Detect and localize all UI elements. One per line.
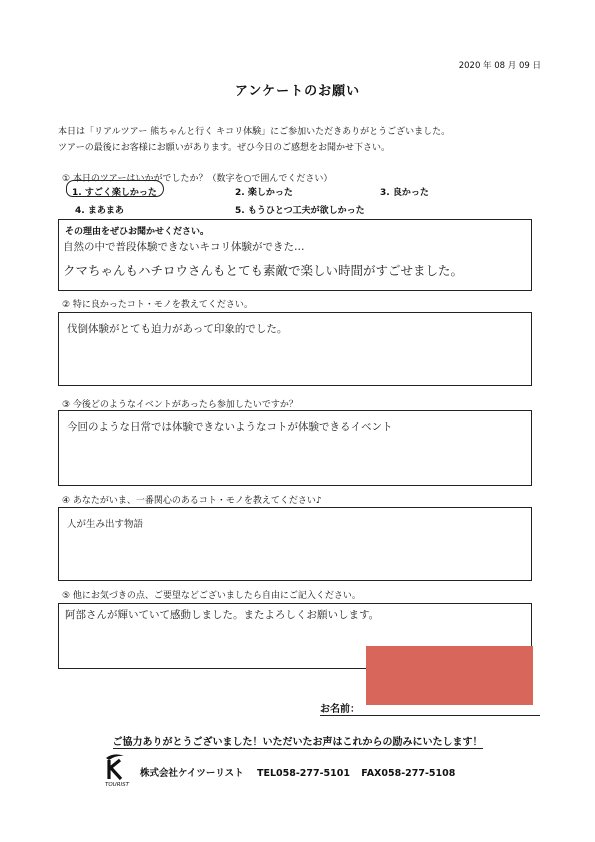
- page-title: アンケートのお願い: [234, 84, 361, 99]
- reason-label: その理由をぜひお聞かせください。: [65, 227, 210, 237]
- question-4-answer: 人が生み出す物語: [67, 519, 144, 530]
- question-2-answer: 伐倒体験がとても迫力があって印象的でした。: [67, 323, 288, 335]
- question-4-label: ④ あなたがいま、一番関心のあるコト・モノを教えてください♪: [62, 496, 322, 506]
- option-3: 3. 良かった: [380, 188, 429, 198]
- name-label: お名前：: [320, 704, 360, 715]
- logo-text: TOURIST: [104, 782, 130, 788]
- question-3-answer-box: [58, 410, 532, 486]
- option-1: 1. すごく楽しかった: [72, 188, 157, 198]
- reason-answer-box: [58, 219, 532, 291]
- closing-text: ご協力ありがとうございました！いただいたお声はこれからの励みにいたします！: [112, 737, 483, 748]
- question-2-label: ② 特に良かったコト・モノを教えてください。: [62, 300, 253, 310]
- option-2: 2. 楽しかった: [235, 188, 293, 198]
- company-logo: [100, 752, 134, 788]
- company-name: 株式会社ケイツーリスト: [140, 768, 244, 779]
- company-fax: FAX058-277-5108: [361, 768, 456, 779]
- reason-answer-line-2: クマちゃんもハチロウさんもとても素敵で楽しい時間がすごせました。: [63, 263, 464, 278]
- question-1-label: ① 本日のツアーはいかがでしたか？（数字を○で囲んでください）: [62, 174, 333, 184]
- question-5-label: ⑤ 他にお気づきの点、ご要望などございましたら自由にご記入ください。: [62, 591, 361, 601]
- redaction-block: [366, 646, 533, 705]
- logo-icon: [100, 752, 134, 788]
- intro-line-2: ツアーの最後にお客様にお願いがあります。ぜひ今日のご感想をお聞かせ下さい。: [58, 143, 391, 153]
- survey-date: 2020 年 08 月 09 日: [458, 61, 541, 71]
- question-5-answer: 阿部さんが輝いていて感動しました。またよろしくお願いします。: [65, 609, 380, 621]
- company-tel: TEL058-277-5101: [256, 768, 350, 779]
- option-4: 4. まあまあ: [75, 206, 124, 216]
- question-3-label: ③ 今後どのようなイベントがあったら参加したいですか？: [62, 400, 298, 410]
- option-5: 5. もうひとつ工夫が欲しかった: [235, 206, 365, 216]
- intro-line-1: 本日は「リアルツアー 熊ちゃんと行く キコリ体験」にご参加いただきありがとうございました。: [58, 127, 451, 137]
- name-underline: [320, 715, 540, 716]
- reason-answer-line-1: 自然の中で普段体験できないキコリ体験ができた…: [63, 241, 305, 253]
- closing-message: [0, 733, 595, 748]
- company-footer: [140, 765, 455, 779]
- question-2-answer-box: [58, 312, 532, 386]
- question-3-answer: 今回のような日常では体験できないようなコトが体験できるイベント: [67, 421, 393, 433]
- question-4-answer-box: [58, 507, 532, 581]
